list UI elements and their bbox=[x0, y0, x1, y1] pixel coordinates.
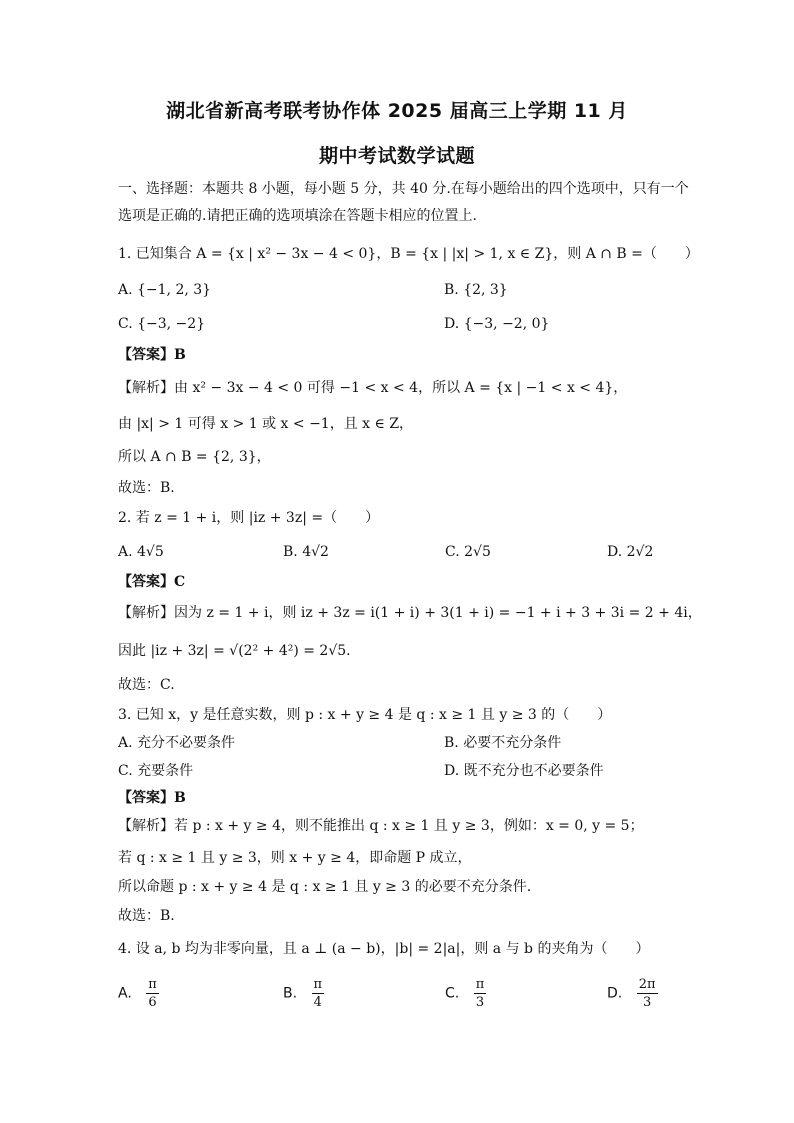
q1-stem: 1. 已知集合 A = {x | x² − 3x − 4 < 0}，B = {x | |x| > 1, x ∈ Z}，则 A ∩ B =（ ） bbox=[118, 246, 699, 262]
q1-analysis-3: 所以 A ∩ B = {2, 3}， bbox=[118, 449, 271, 465]
q4-option-c-denominator: 3 bbox=[475, 995, 485, 1010]
q3-option-b: B. 必要不充分条件 bbox=[444, 735, 562, 751]
q4-option-b bbox=[283, 976, 324, 1011]
q4-option-d-numerator: 2π bbox=[638, 977, 656, 992]
q1-option-d: D. {−3, −2, 0} bbox=[444, 316, 550, 332]
q3-analysis-4: 故选：B. bbox=[118, 908, 175, 924]
q4-option-b-numerator: π bbox=[313, 977, 323, 992]
q1-analysis-1: 【解析】由 x² − 3x − 4 < 0 可得 −1 < x < 4，所以 A = {x | −1 < x < 4}， bbox=[118, 380, 628, 396]
q4-option-d-denominator: 3 bbox=[642, 995, 652, 1010]
q4-option-c-fraction bbox=[474, 976, 487, 1011]
q1-analysis-2: 由 |x| > 1 可得 x > 1 或 x < −1，且 x ∈ Z， bbox=[118, 416, 414, 432]
q2-option-a: A. 4√5 bbox=[118, 544, 164, 560]
q4-option-c-numerator: π bbox=[475, 977, 485, 992]
q2-option-d: D. 2√2 bbox=[607, 544, 654, 560]
q3-option-d: D. 既不充分也不必要条件 bbox=[444, 763, 604, 779]
q4-option-c-label: C. bbox=[445, 985, 460, 1002]
q2-answer: 【答案】C bbox=[118, 574, 186, 590]
q1-option-c: C. {−3, −2} bbox=[118, 316, 206, 332]
q4-option-d bbox=[607, 976, 658, 1011]
q4-option-a-fraction bbox=[146, 976, 159, 1011]
q2-analysis-3: 故选：C. bbox=[118, 677, 175, 693]
q4-option-d-fraction bbox=[637, 976, 658, 1011]
section-instructions-1: 一、选择题：本题共 8 小题，每小题 5 分，共 40 分.在每小题给出的四个选项中，只有一个 bbox=[118, 181, 689, 197]
q2-option-b: B. 4√2 bbox=[283, 544, 329, 560]
q3-stem: 3. 已知 x，y 是任意实数，则 p : x + y ≥ 4 是 q : x ≥ 1 且 y ≥ 3 的（ ） bbox=[118, 707, 612, 723]
q4-option-a-label: A. bbox=[118, 985, 132, 1002]
q1-option-a: A. {−1, 2, 3} bbox=[118, 282, 212, 298]
q2-stem: 2. 若 z = 1 + i，则 |iz + 3z| =（ ） bbox=[118, 510, 380, 526]
q4-option-a bbox=[118, 976, 159, 1011]
title-line-2: 期中考试数学试题 bbox=[318, 145, 475, 167]
q2-option-c: C. 2√5 bbox=[445, 544, 491, 560]
section-instructions-2: 选项是正确的.请把正确的选项填涂在答题卡相应的位置上. bbox=[118, 208, 477, 224]
q3-option-c: C. 充要条件 bbox=[118, 763, 194, 779]
q3-analysis-1: 【解析】若 p : x + y ≥ 4，则不能推出 q : x ≥ 1 且 y ≥ 3，例如：x = 0, y = 5； bbox=[118, 818, 644, 834]
q3-analysis-2: 若 q : x ≥ 1 且 y ≥ 3，则 x + y ≥ 4，即命题 P 成立， bbox=[118, 850, 472, 866]
q4-stem: 4. 设 a, b 均为非零向量，且 a ⊥ (a − b)，|b| = 2|a|，则 a 与 b 的夹角为（ ） bbox=[118, 941, 650, 957]
q3-answer: 【答案】B bbox=[118, 790, 186, 806]
q4-option-d-label: D. bbox=[607, 985, 623, 1002]
q4-option-b-fraction bbox=[312, 976, 325, 1011]
q1-option-b: B. {2, 3} bbox=[444, 282, 508, 298]
q1-answer: 【答案】B bbox=[118, 347, 186, 363]
q4-option-c bbox=[445, 976, 486, 1011]
q4-option-a-denominator: 6 bbox=[148, 995, 157, 1010]
q2-analysis-2: 因此 |iz + 3z| = √(2² + 4²) = 2√5. bbox=[118, 643, 351, 659]
q4-option-b-denominator: 4 bbox=[313, 995, 322, 1010]
q3-analysis-3: 所以命题 p : x + y ≥ 4 是 q : x ≥ 1 且 y ≥ 3 的必要不充分条件. bbox=[118, 879, 532, 895]
q1-analysis-4: 故选：B. bbox=[118, 480, 175, 496]
q3-option-a: A. 充分不必要条件 bbox=[118, 735, 236, 751]
q2-analysis-1: 【解析】因为 z = 1 + i，则 iz + 3z = i(1 + i) + 3(1 + i) = −1 + i + 3 + 3i = 2 + 4i， bbox=[118, 605, 702, 621]
q4-option-b-label: B. bbox=[283, 985, 298, 1002]
q4-option-a-numerator: π bbox=[148, 977, 157, 992]
title-line-1: 湖北省新高考联考协作体 2025 届高三上学期 11 月 bbox=[166, 100, 628, 122]
